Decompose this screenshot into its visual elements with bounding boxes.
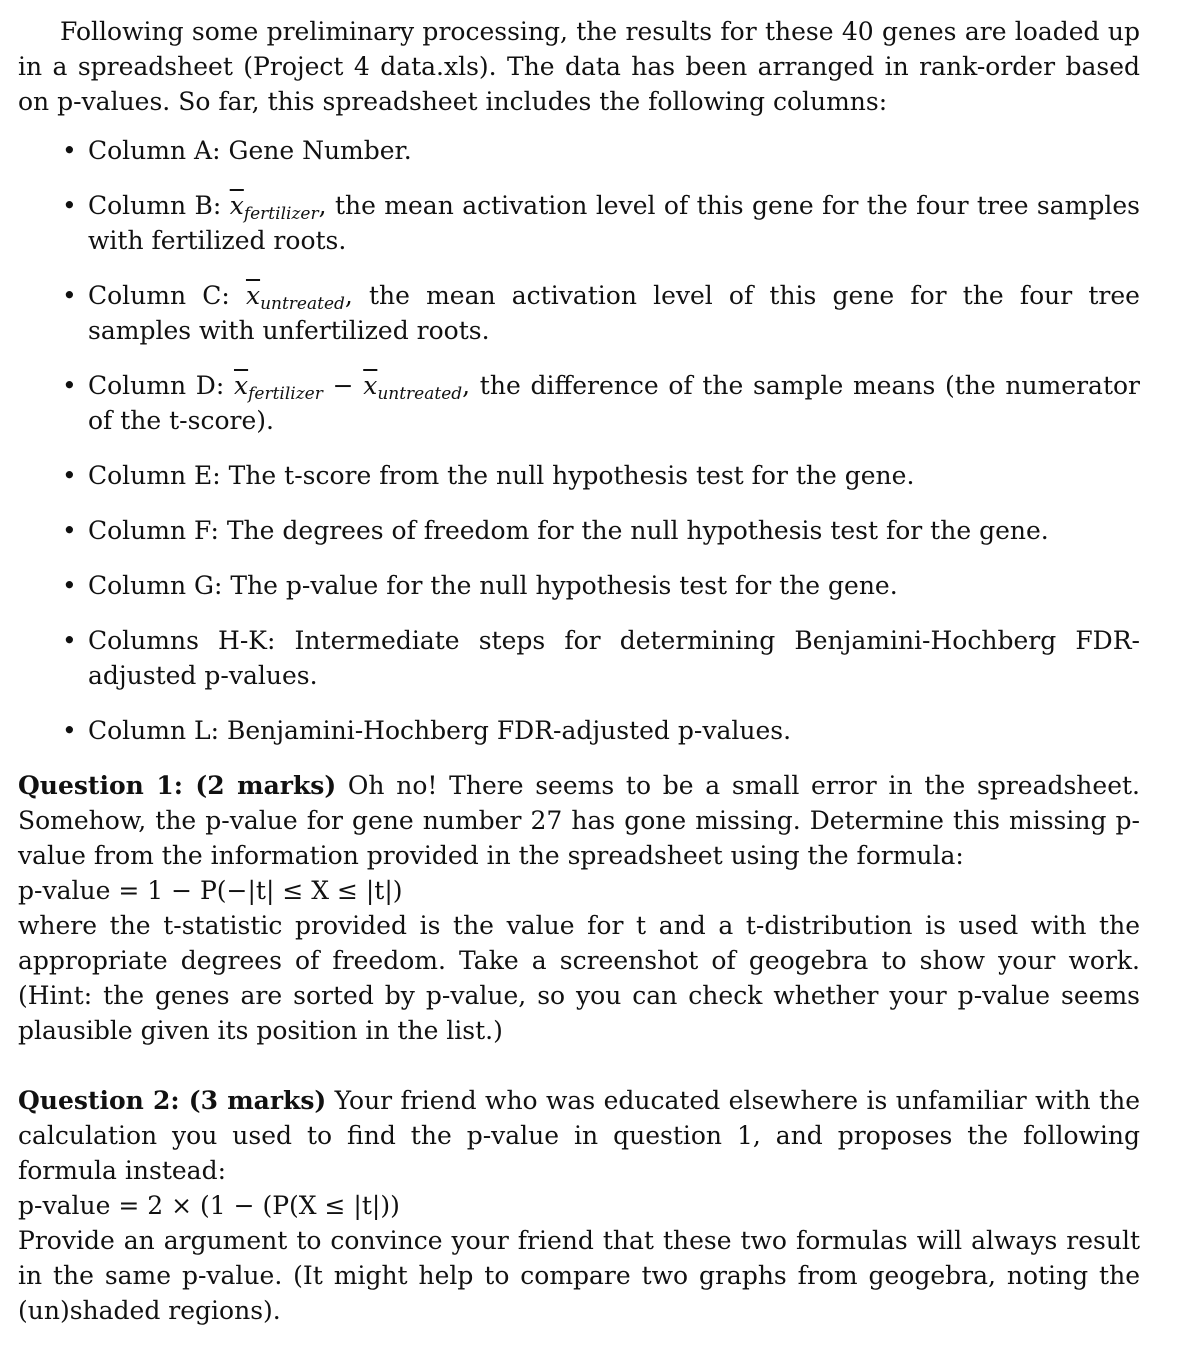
- question-1-followup: where the t-statistic provided is the value for t and a t-distribution is used with the appropriate degrees of freedom. Take a screenshot of geogebra to show your work. (Hint: the genes are sorted by p-value, so you can check whether your p-value seems plausible given its position in the list.): [18, 911, 1140, 1045]
- list-item: [62, 368, 1141, 438]
- column-label: Columns H-K:: [88, 626, 276, 655]
- column-list: [18, 133, 1140, 748]
- bullet-icon: •: [62, 461, 77, 490]
- question-2-heading: Question 2: (3 marks): [18, 1086, 327, 1115]
- column-label: Column E:: [88, 461, 221, 490]
- question-1-formula: p-value = 1 − P(−|t| ≤ X ≤ |t|): [18, 876, 403, 905]
- bullet-icon: •: [62, 626, 77, 655]
- column-description: Intermediate steps for determining Benjamini-Hochberg FDR-adjusted p-values.: [88, 626, 1141, 690]
- list-item: [62, 133, 1140, 168]
- list-item: [62, 278, 1140, 348]
- column-description: Benjamini-Hochberg FDR-adjusted p-values.: [227, 716, 792, 745]
- question-1: [18, 768, 1140, 1048]
- column-label: Column C:: [88, 281, 230, 310]
- column-description: , the difference of the sample means (the numerator of the t-score).: [88, 371, 1141, 435]
- math-variable: $\overline{x}$: [245, 281, 261, 310]
- question-2-body: Your friend who was educated elsewhere is unfamiliar with the calculation you used to find the p-value in question 1, and proposes the following formula instead:: [18, 1086, 1140, 1185]
- question-2-followup: Provide an argument to convince your friend that these two formulas will always result in the same p-value. (It might help to compare two graphs from geogebra, noting the (un)shaded regions).: [18, 1226, 1140, 1325]
- column-label: Column D:: [88, 371, 225, 400]
- math-variable: $\overline{x}$: [363, 371, 378, 400]
- bullet-icon: •: [62, 716, 77, 745]
- math-variable: $\overline{x}$: [229, 191, 244, 220]
- bullet-icon: •: [62, 516, 77, 545]
- column-label: Column A:: [88, 136, 221, 165]
- column-description: , the mean activation level of this gene for the four tree samples with fertilized roots.: [88, 191, 1141, 255]
- list-item: [62, 188, 1141, 258]
- question-2-text: [18, 1083, 1140, 1188]
- bullet-icon: •: [62, 281, 77, 310]
- column-label: Column G:: [88, 571, 223, 600]
- math-subscript: untreated: [260, 294, 345, 314]
- intro-paragraph: Following some preliminary processing, the results for these 40 genes are loaded up in a spreadsheet (Project 4 data.xls). The data has been arranged in rank-order based on p-values. So far, this spreadsheet includes the following columns:: [18, 17, 1140, 116]
- math-operator: −: [322, 371, 364, 400]
- list-item: [62, 458, 1140, 493]
- list-item: [62, 623, 1141, 693]
- bullet-icon: •: [62, 136, 77, 165]
- column-description: , the mean activation level of this gene for the four tree samples with unfertilized roots.: [88, 281, 1140, 345]
- question-2: [18, 1083, 1140, 1328]
- math-variable: $\overline{x}$: [233, 371, 249, 400]
- column-description: The degrees of freedom for the null hypothesis test for the gene.: [226, 516, 1049, 545]
- list-item: [62, 513, 1140, 548]
- math-subscript: fertilizer: [248, 384, 323, 404]
- list-item: [62, 568, 1140, 603]
- bullet-icon: •: [62, 371, 77, 400]
- column-label: Column F:: [88, 516, 219, 545]
- column-description: The p-value for the null hypothesis test for the gene.: [230, 571, 898, 600]
- column-label: Column B:: [88, 191, 222, 220]
- bullet-icon: •: [62, 191, 77, 220]
- column-description: The t-score from the null hypothesis test for the gene.: [228, 461, 915, 490]
- math-subscript: fertilizer: [243, 204, 319, 224]
- question-2-formula: p-value = 2 × (1 − (P(X ≤ |t|)): [18, 1191, 400, 1220]
- column-description: Gene Number.: [228, 136, 412, 165]
- question-1-body: Oh no! There seems to be a small error in the spreadsheet. Somehow, the p-value for gene number 27 has gone missing. Determine this missing p-value from the information provided in the spreadsheet using the formula:: [18, 771, 1140, 870]
- bullet-icon: •: [62, 571, 77, 600]
- math-subscript: untreated: [377, 384, 463, 404]
- question-1-text: [18, 768, 1140, 873]
- question-1-heading: Question 1: (2 marks): [18, 771, 337, 800]
- list-item: [62, 713, 1140, 748]
- column-label: Column L:: [88, 716, 220, 745]
